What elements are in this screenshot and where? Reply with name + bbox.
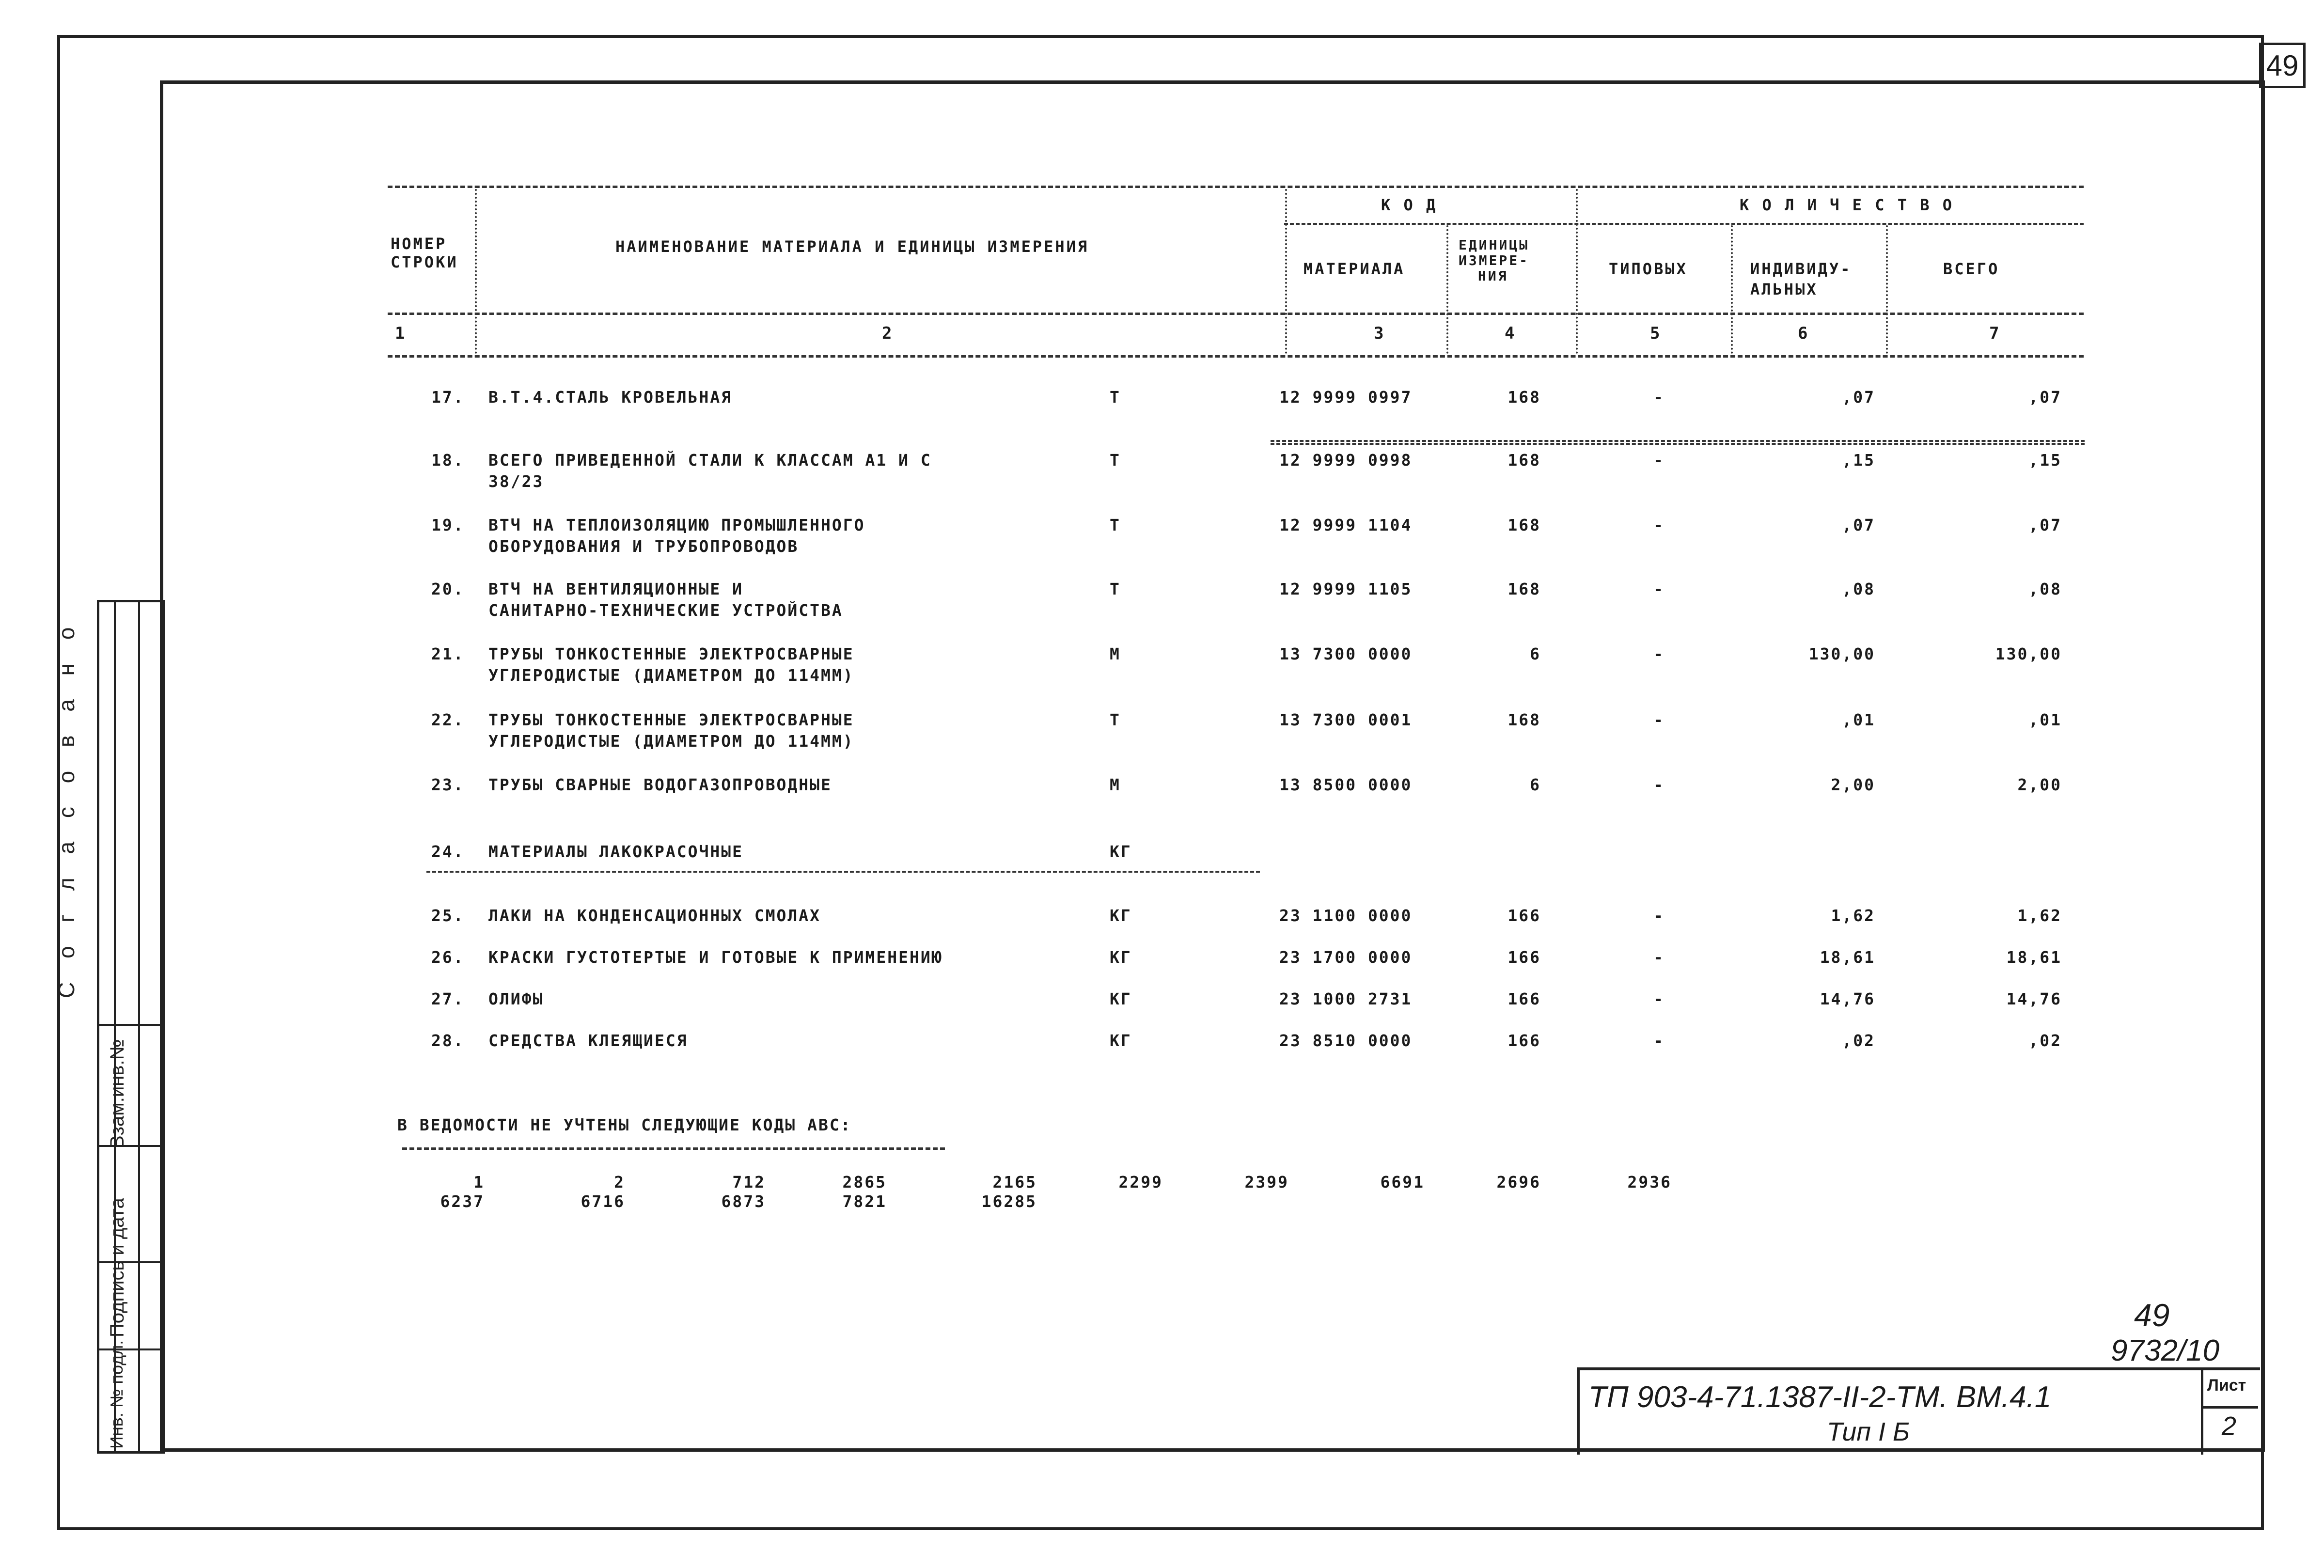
row-number: 22. [431,710,465,729]
unit-code: 166 [1507,989,1541,1008]
abc-code: 1 [473,1173,485,1192]
material-name: ОБОРУДОВАНИЯ И ТРУБОПРОВОДОВ [488,537,799,556]
abc-code: 2865 [842,1173,887,1192]
header-code-unit-2: ИЗМЕРЕ- [1459,252,1530,268]
material-name: КРАСКИ ГУСТОТЕРТЫЕ И ГОТОВЫЕ К ПРИМЕНЕНИЮ [488,948,943,967]
qty-typical: - [1653,580,1664,598]
qty-typical: - [1653,1031,1664,1050]
abc-code: 2 [614,1173,625,1192]
column-number-4: 4 [1505,324,1515,343]
qty-typical: - [1653,989,1664,1008]
abc-code: 2696 [1496,1173,1541,1192]
sheet-label: Лист [2207,1376,2246,1395]
abc-code: 6716 [581,1192,625,1211]
column-number-1: 1 [395,324,405,343]
material-code: 13 7300 0000 [1279,644,1413,663]
group-underline [426,871,1260,873]
row-number: 25. [431,906,465,925]
sidebar-agreed: С о г л а с о в а н о [54,618,79,998]
qty-individual: 130,00 [1808,644,1875,663]
row-number: 19. [431,516,465,534]
qty-typical: - [1653,516,1664,534]
header-qty-individual-2: АЛЬНЫХ [1750,280,1818,298]
abc-code: 712 [732,1173,766,1192]
qty-individual: ,01 [1842,710,1875,729]
material-name: МАТЕРИАЛЫ ЛАКОКРАСОЧНЫЕ [488,842,743,861]
qty-total: ,01 [2028,710,2062,729]
sheet-number: 2 [2222,1411,2237,1441]
material-name: ТРУБЫ ТОНКОСТЕННЫЕ ЭЛЕКТРОСВАРНЫЕ [488,644,854,663]
footnote-title: В ВЕДОМОСТИ НЕ УЧТЕНЫ СЛЕДУЮЩИЕ КОДЫ АВС: [397,1115,852,1134]
abc-code: 2399 [1244,1173,1289,1192]
unit: Т [1110,580,1121,598]
unit: Т [1110,451,1121,470]
column-number-7: 7 [1989,324,1999,343]
handwritten-number: 49 [2134,1297,2170,1333]
header-qty-individual-1: ИНДИВИДУ- [1750,260,1852,278]
material-name: ТРУБЫ СВАРНЫЕ ВОДОГАЗОПРОВОДНЫЕ [488,775,832,794]
unit: КГ [1110,989,1132,1008]
material-code: 23 8510 0000 [1279,1031,1413,1050]
material-name: ТРУБЫ ТОНКОСТЕННЫЕ ЭЛЕКТРОСВАРНЫЕ [488,710,854,729]
material-name: ВСЕГО ПРИВЕДЕННОЙ СТАЛИ К КЛАССАМ А1 И С [488,451,932,470]
row-number: 24. [431,842,465,861]
material-name: ОЛИФЫ [488,989,544,1008]
material-name: УГЛЕРОДИСТЫЕ (ДИАМЕТРОМ ДО 114ММ) [488,732,854,751]
header-code-unit-3: НИЯ [1478,268,1508,284]
material-name: ВТЧ НА ТЕПЛОИЗОЛЯЦИЮ ПРОМЫШЛЕННОГО [488,516,865,534]
unit: КГ [1110,842,1132,861]
unit-code: 168 [1507,580,1541,598]
unit: Т [1110,516,1121,534]
abc-code: 2936 [1627,1173,1672,1192]
material-name: САНИТАРНО-ТЕХНИЧЕСКИЕ УСТРОЙСТВА [488,601,843,620]
unit: КГ [1110,1031,1132,1050]
column-number-6: 6 [1798,324,1808,343]
header-row-number-2: СТРОКИ [391,253,458,271]
abc-code: 2299 [1118,1173,1163,1192]
material-code: 12 9999 1104 [1279,516,1413,534]
column-number-2: 2 [882,324,892,343]
unit: М [1110,775,1121,794]
qty-total: 14,76 [2006,989,2062,1008]
material-name: 38/23 [488,472,544,491]
doc-code: ТП 903-4-71.1387-II-2-ТМ. ВМ.4.1 [1588,1380,2052,1414]
material-code: 23 1100 0000 [1279,906,1413,925]
unit: Т [1110,710,1121,729]
unit-code: 166 [1507,948,1541,967]
row-number: 28. [431,1031,465,1050]
abc-code: 6873 [721,1192,766,1211]
qty-total: ,07 [2028,388,2062,407]
qty-individual: ,07 [1842,388,1875,407]
qty-typical: - [1653,388,1664,407]
row-number: 23. [431,775,465,794]
qty-individual: ,02 [1842,1031,1875,1050]
unit: КГ [1110,906,1132,925]
unit-code: 166 [1507,906,1541,925]
qty-total: ,15 [2028,451,2062,470]
qty-total: ,07 [2028,516,2062,534]
qty-individual: ,07 [1842,516,1875,534]
material-name: СРЕДСТВА КЛЕЯЩИЕСЯ [488,1031,688,1050]
material-name: УГЛЕРОДИСТЫЕ (ДИАМЕТРОМ ДО 114ММ) [488,666,854,685]
qty-total: 130,00 [1995,644,2062,663]
row-number: 26. [431,948,465,967]
header-qty-group: К О Л И Ч Е С Т В О [1740,196,1954,214]
abc-code: 6237 [440,1192,485,1211]
abc-code: 2165 [992,1173,1037,1192]
qty-individual: 2,00 [1831,775,1875,794]
qty-typical: - [1653,948,1664,967]
qty-typical: - [1653,710,1664,729]
doc-type: Тип I Б [1827,1417,1910,1446]
row-number: 17. [431,388,465,407]
abc-code: 16285 [981,1192,1037,1211]
qty-total: ,08 [2028,580,2062,598]
abc-code: 7821 [842,1192,887,1211]
drawing-frame-right [2262,80,2265,1452]
qty-total: 2,00 [2017,775,2062,794]
header-code-material: МАТЕРИАЛА [1303,260,1405,278]
column-number-3: 3 [1374,324,1384,343]
footnote-underline [402,1147,945,1150]
unit: Т [1110,388,1121,407]
qty-total: 18,61 [2006,948,2062,967]
material-name: ЛАКИ НА КОНДЕНСАЦИОННЫХ СМОЛАХ [488,906,821,925]
unit-code: 168 [1507,451,1541,470]
header-qty-typical: ТИПОВЫХ [1609,260,1688,278]
header-name: НАИМЕНОВАНИЕ МАТЕРИАЛА И ЕДИНИЦЫ ИЗМЕРЕНИЯ [615,237,1089,256]
row-separator-double [1271,443,2085,445]
row-number: 27. [431,989,465,1008]
row-number: 18. [431,451,465,470]
qty-total: ,02 [2028,1031,2062,1050]
qty-individual: 14,76 [1820,989,1875,1008]
unit-code: 168 [1507,516,1541,534]
sidebar-inv: Взам.инв.№ [107,1039,128,1148]
sidebar-sign: Подпись и дата [107,1198,128,1337]
qty-typical: - [1653,775,1664,794]
qty-typical: - [1653,906,1664,925]
unit-code: 166 [1507,1031,1541,1050]
material-code: 13 7300 0001 [1279,710,1413,729]
unit: КГ [1110,948,1132,967]
abc-code: 6691 [1380,1173,1425,1192]
row-number: 21. [431,644,465,663]
qty-typical: - [1653,644,1664,663]
material-code: 13 8500 0000 [1279,775,1413,794]
header-qty-total: ВСЕГО [1943,260,2000,278]
qty-individual: 1,62 [1831,906,1875,925]
qty-individual: 18,61 [1820,948,1875,967]
unit-code: 6 [1530,644,1541,663]
qty-typical: - [1653,451,1664,470]
header-row-number-1: НОМЕР [391,235,447,253]
material-code: 12 9999 0998 [1279,451,1413,470]
material-code: 12 9999 0997 [1279,388,1413,407]
header-code-group: К О Д [1381,196,1438,214]
material-name: В.Т.4.СТАЛЬ КРОВЕЛЬНАЯ [488,388,733,407]
handwritten-code: 9732/10 [2111,1334,2220,1367]
material-code: 12 9999 1105 [1279,580,1413,598]
material-name: ВТЧ НА ВЕНТИЛЯЦИОННЫЕ И [488,580,743,598]
material-code: 23 1000 2731 [1279,989,1413,1008]
unit: М [1110,644,1121,663]
page-number: 49 [2259,43,2306,88]
qty-total: 1,62 [2017,906,2062,925]
qty-individual: ,08 [1842,580,1875,598]
row-separator [1271,440,2085,442]
column-number-5: 5 [1650,324,1660,343]
material-code: 23 1700 0000 [1279,948,1413,967]
header-code-unit-1: ЕДИНИЦЫ [1459,237,1530,253]
unit-code: 6 [1530,775,1541,794]
unit-code: 168 [1507,710,1541,729]
qty-individual: ,15 [1842,451,1875,470]
row-number: 20. [431,580,465,598]
unit-code: 168 [1507,388,1541,407]
sidebar-orig: Инв. № подл. [107,1340,126,1449]
